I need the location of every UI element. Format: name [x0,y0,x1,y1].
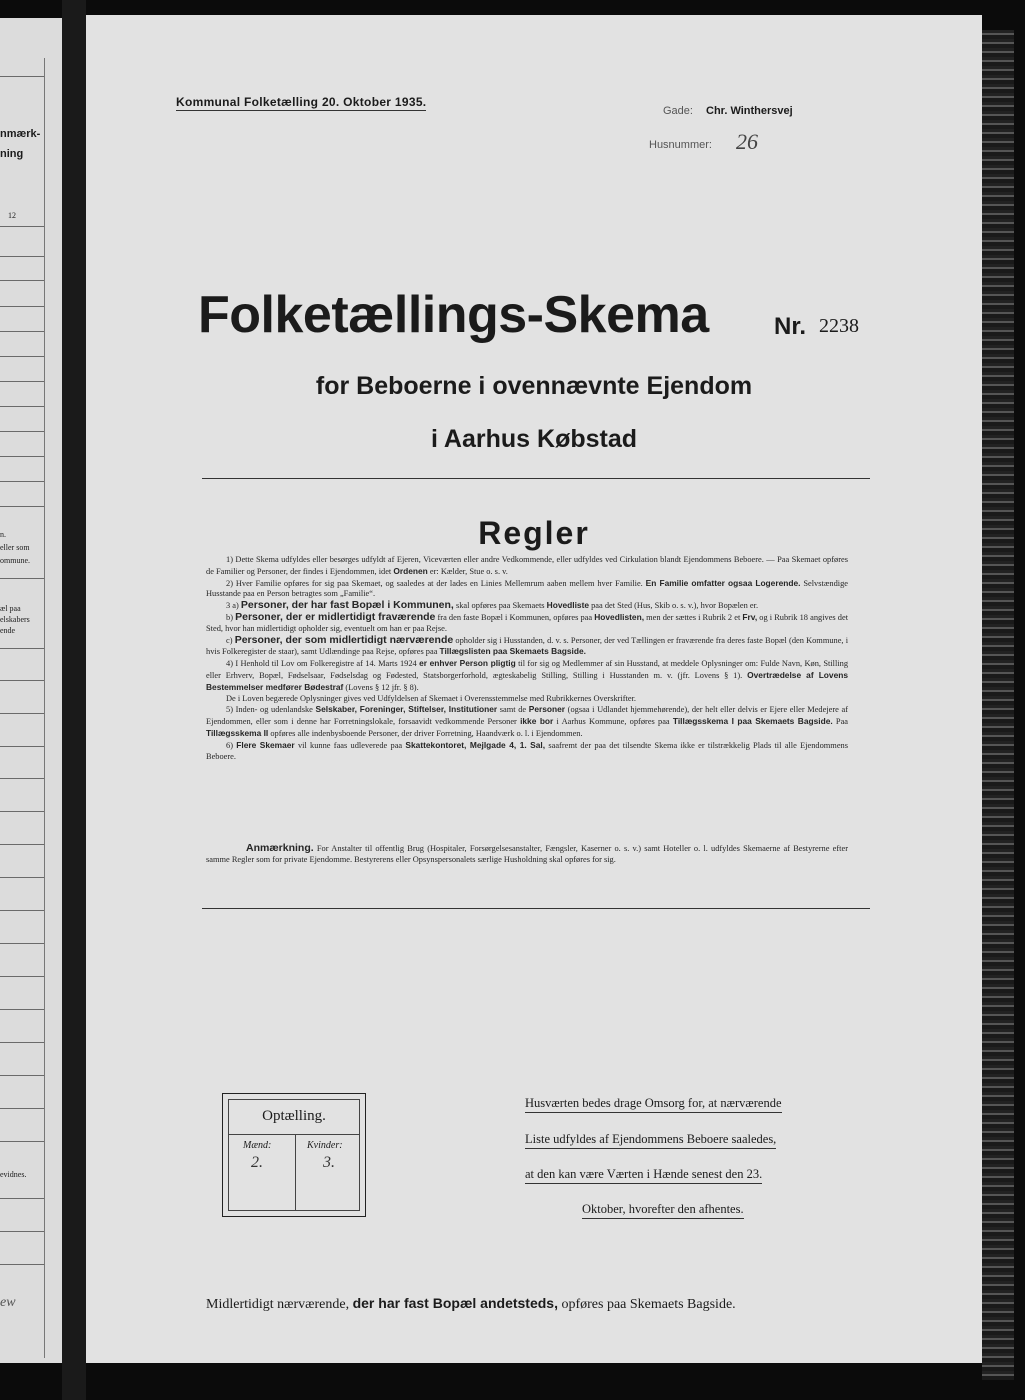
count-title: Optælling. [262,1108,326,1124]
divider [202,478,870,479]
count-box [222,1093,366,1217]
left-fragment-text: 12 [8,211,16,220]
left-fragment-text: æl paa [0,604,21,613]
left-page-fragment [0,18,62,1363]
landlord-notice-line: Liste udfyldes af Ejendommens Beboere saaledes, [525,1132,776,1149]
book-gutter [62,0,86,1400]
rule-4: 4) I Henhold til Lov om Folkeregistre af 14. Marts 1924 er enhver Person pligtig til for sig og Medlemmer af sin Husstand, at meddele Oplysninger om: Fulde Navn, Køn, Stilling eller Erhverv, Bopæl, Fødselsaar, Fødselsdag og Fødested, Statsborgerforhold, ægteskabelig Stilling, Stilling i Husstanden m. v. (jfr. Lovens § 1). Overtrædelse af Lovens Bestemmelser medfører Bødestraf (Lovens § 12 jfr. § 8). [206,658,849,692]
rule-1: 1) Dette Skema udfyldes eller besørges udfyldt af Ejeren, Viceværten eller andre Vedkommende, eller udfyldes ved Cirkulation blandt Ejendommens Beboere. — Paa Skemaet opføres de Familier og Personer, der findes i Ejendommen, idet Ordenen er: Kælder, Stue o. s. v. [206,555,848,576]
rule-5: 5) Inden- og udenlandske Selskaber, Foreninger, Stiftelser, Institutioner samt de Personer (ogsaa i Udlandet hjemmehørende), der helt eller delvis er Ejere eller Medejere af Ejendommen, eller som i denne har Forretningslokale, forsaavidt vedkommende Personer ikke bor i Aarhus Kommune, opføres paa Tillægsskema I paa Skemaets Bagside. Paa Tillægsskema II opføres alle indenbysboende Personer, der driver Forretning, Haandværk o. l. i Ejendommen. [206,704,849,738]
form-subtitle-city: i Aarhus Købstad [430,425,638,453]
left-fragment-text: n. [0,530,6,539]
left-fragment-text: ommune. [0,556,30,565]
form-number-value: 2238 [819,315,859,337]
left-fragment-text: elskabers [0,615,30,624]
street-label: Gade: [663,105,693,117]
rule-6: 6) Flere Skemaer vil kunne faas udleverede paa Skattekontoret, Mejlgade 4, 1. Sal, saafremt der paa det tilsendte Skema ikke er tilstrækkelig Plads til alle Ejendommens Beboere. [206,739,848,761]
remark-label: Anmærkning. [246,842,314,854]
form-number-label: Nr. [774,313,807,340]
census-form-page [86,15,982,1363]
left-fragment-text: nmærk- [0,128,41,140]
left-fragment-handwriting: ew [0,1295,16,1310]
book-spine [982,30,1014,1380]
form-subtitle: for Beboerne i ovennævnte Ejendom [315,372,753,400]
footer-note: Midlertidigt nærværende, der har fast Bopæl andetsteds, opføres paa Skemaets Bagside. [206,1295,736,1312]
house-number-value: 26 [736,129,758,154]
left-fragment-text: ning [0,148,24,160]
left-fragment-text: ende [0,626,16,635]
remark-text [206,843,848,865]
divider [202,908,870,909]
rule-3b: b) Personer, der er midlertidigt fraværende fra den faste Bopæl i Kommunen, opføres paa Hovedlisten, men der sættes i Rubrik 2 et Frv, og i Rubrik 18 angives det Sted, hvor han midlertidigt opholder sig, eventuelt om han er paa Rejse. [206,610,849,633]
landlord-notice-line: Husværten bedes drage Omsorg for, at nærværende [525,1096,782,1113]
form-title: Folketællings-Skema [198,286,709,344]
men-count: 2. [251,1154,263,1171]
rule-3c: c) Personer, der som midlertidigt nærværende opholder sig i Husstanden, d. v. s. Personer, der ved Tællingen er fraværende fra deres faste Bopæl (den Kommune, i hvis Folkeregister de staar), samt Udlændinge paa Rejse, opføres paa Tillægslisten paa Skemaets Bagside. [206,633,849,657]
remark-body: For Anstalter til offentlig Brug (Hospitaler, Forsørgelsesanstalter, Fængsler, Kaserner o. s. v.) samt Hoteller o. l. udfyldes Skemaerne af Bestyrerne efter samme Regler som for private Ejendomme. Bestyrerens eller Opsynspersonalets særlige Husholdning skal opføres for sig. [206,844,849,864]
women-count: 3. [323,1154,335,1171]
rule-3a: 3 a) Personer, der har fast Bopæl i Kommunen, skal opføres paa Skemaets Hovedliste paa det Sted (Hus, Skib o. s. v.), hvor Bopælen er. [226,599,759,612]
rules-heading: Regler [478,515,590,551]
left-fragment-text: eller som [0,543,30,552]
rule-2: 2) Hver Familie opføres for sig paa Skemaet, og saaledes at der lades en Linies Mellemrum aaben mellem hver Familie. En Familie omfatter ogsaa Logerende. Selvstændige Husstande paa en Person betragtes som „Familie“. [206,577,849,599]
rule-4-continued: De i Loven begærede Oplysninger gives ved Udfyldelsen af Skemaet i Overensstemmelse med Rubrikkernes Overskrifter. [226,693,637,703]
landlord-notice-line: Oktober, hvorefter den afhentes. [582,1202,744,1219]
left-fragment-text: evidnes. [0,1170,27,1179]
street-value: Chr. Winthersvej [706,105,793,117]
house-number-label: Husnummer: [649,139,712,151]
landlord-notice-line: at den kan være Værten i Hænde senest den 23. [525,1167,762,1184]
men-label: Mænd: [243,1140,272,1151]
census-header: Kommunal Folketælling 20. Oktober 1935. [176,95,427,109]
rules-text [206,555,848,762]
women-label: Kvinder: [307,1140,343,1151]
